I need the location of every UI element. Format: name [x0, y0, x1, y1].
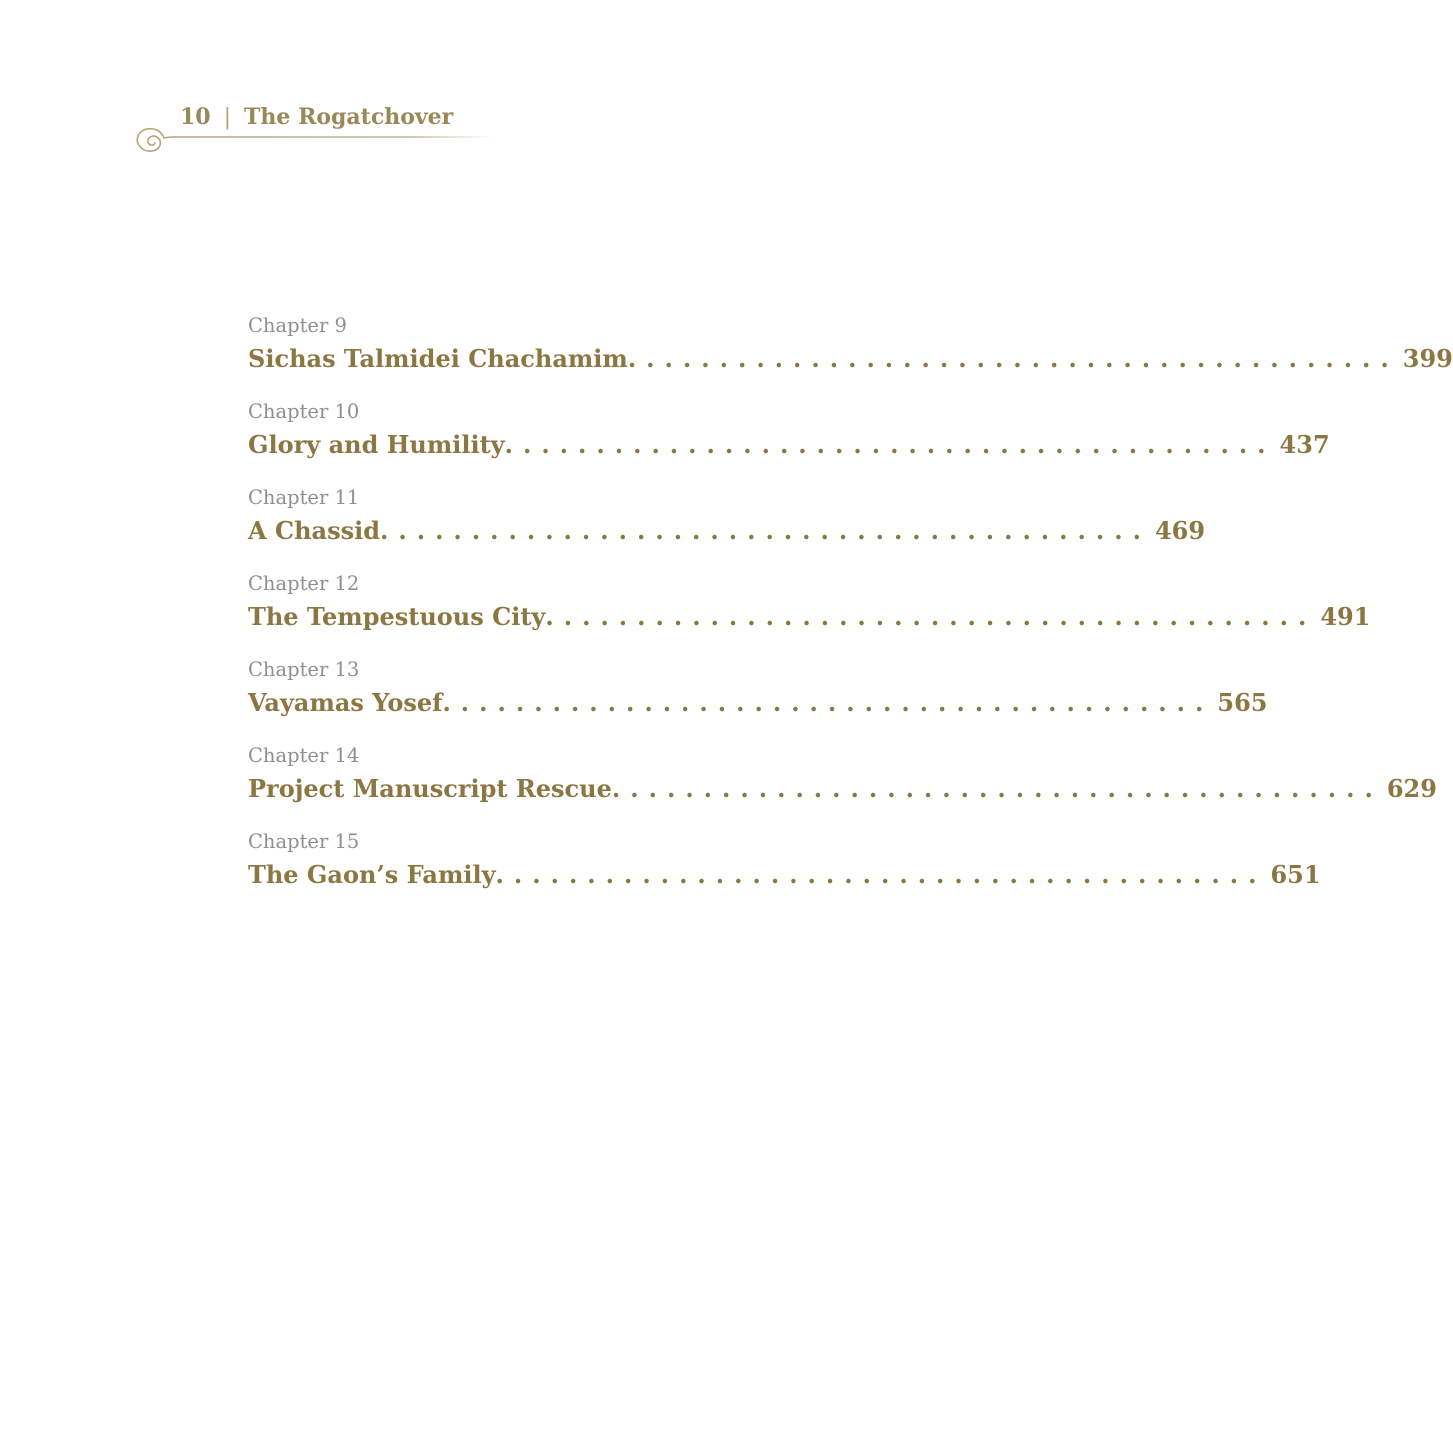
dot-leader: ..........................................	[504, 430, 1276, 459]
chapter-page-number: 491	[1320, 602, 1371, 631]
chapter-page-number: 469	[1154, 516, 1206, 545]
chapter-title-line	[248, 688, 1268, 717]
chapter-page-number: 399	[1402, 344, 1453, 373]
chapter-number: Chapter 10	[248, 400, 360, 423]
chapter-title-line	[248, 344, 1453, 373]
chapter-title: The Tempestuous City	[248, 602, 546, 631]
dot-leader: ..........................................	[380, 516, 1151, 545]
chapter-page-number: 437	[1279, 430, 1330, 459]
chapter-title: Glory and Humility	[248, 430, 505, 459]
chapter-title: A Chassid	[248, 516, 380, 545]
toc-entry[interactable]	[248, 486, 1206, 572]
chapter-number: Chapter 13	[248, 658, 360, 681]
chapter-number: Chapter 15	[248, 830, 360, 853]
chapter-title-line	[248, 860, 1321, 889]
chapter-number: Chapter 9	[248, 314, 347, 337]
header-page-number: 10	[180, 104, 211, 130]
toc-entry[interactable]	[248, 658, 1268, 744]
chapter-title-line	[248, 602, 1371, 631]
header-text	[180, 104, 453, 130]
chapter-title-line	[248, 430, 1330, 459]
chapter-title-line	[248, 774, 1437, 803]
header-separator: |	[223, 105, 232, 130]
toc-entry[interactable]	[248, 830, 1321, 916]
toc-entry[interactable]	[248, 572, 1371, 658]
running-header	[134, 100, 494, 160]
chapter-page-number: 565	[1217, 688, 1268, 717]
dot-leader: ..........................................	[495, 860, 1267, 889]
chapter-title-line	[248, 516, 1206, 545]
table-of-contents	[248, 314, 1453, 916]
toc-entry[interactable]	[248, 314, 1453, 400]
chapter-number: Chapter 14	[248, 744, 360, 767]
chapter-page-number: 629	[1386, 774, 1437, 803]
chapter-title: Project Manuscript Rescue	[248, 774, 612, 803]
chapter-title: Sichas Talmidei Chachamim	[248, 344, 628, 373]
chapter-title: Vayamas Yosef	[248, 688, 443, 717]
chapter-number: Chapter 11	[248, 486, 360, 509]
chapter-number: Chapter 12	[248, 572, 360, 595]
chapter-page-number: 651	[1270, 860, 1321, 889]
toc-entry[interactable]	[248, 400, 1330, 486]
dot-leader: ..........................................	[627, 344, 1399, 373]
chapter-title: The Gaon’s Family	[248, 860, 496, 889]
toc-entry[interactable]	[248, 744, 1437, 830]
dot-leader: ..........................................	[545, 602, 1317, 631]
dot-leader: ..........................................	[611, 774, 1383, 803]
dot-leader: ..........................................	[442, 688, 1214, 717]
header-book-title: The Rogatchover	[244, 104, 454, 130]
